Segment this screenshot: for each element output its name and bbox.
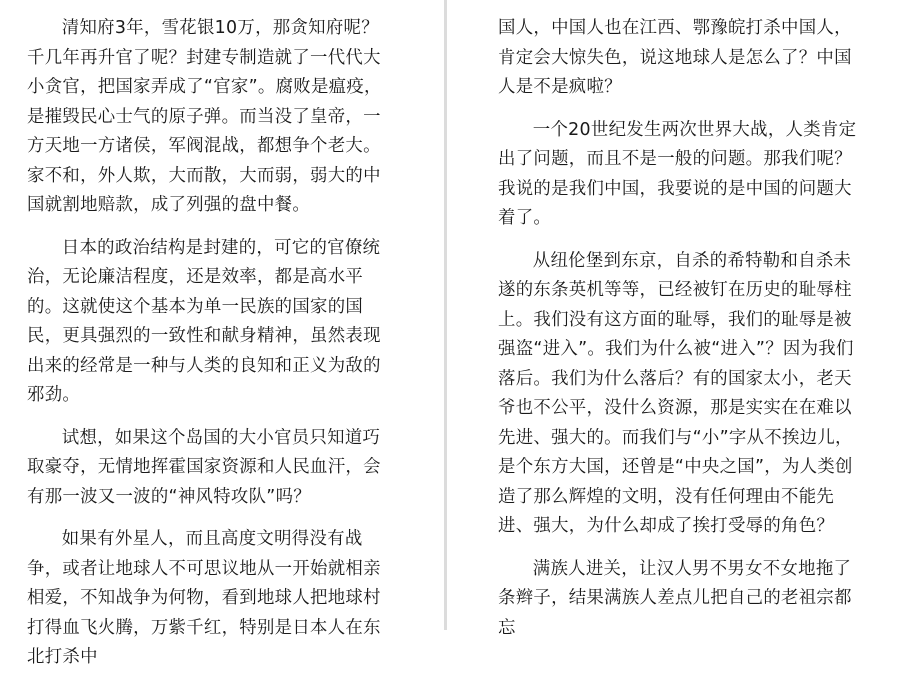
paragraph: 日本的政治结构是封建的，可它的官僚统治，无论廉洁程度，还是效率，都是高水平的。这就使这个基本为单一民族的国家的国民，更具强烈的一致性和献身精神，虽然表现出来的经常是一种与人类的良知和正义为敌的邪劲。 (27, 237, 381, 405)
left-page (0, 0, 444, 667)
paragraph: 一个20世纪发生两次世界大战，人类肯定出了问题，而且不是一般的问题。那我们呢？我说的是我们中国，我要说的是中国的问题大着了。 (498, 119, 857, 228)
paragraph: 满族人进关，让汉人男不男女不女地拖了条辫子，结果满族人差点儿把自己的老祖宗都忘 (498, 558, 852, 638)
paragraph: 从纽伦堡到东京，自杀的希特勒和自杀未遂的东条英机等等，已经被钉在历史的耻辱柱上。我们没有这方面的耻辱，我们的耻辱是被强盗“进入”。我们为什么被“进入”？因为我们落后。我们为什么落后？有的国家太小，老天爷也不公平，没什么资源，那是实实在在难以先进、强大的。而我们与“小”字从不挨边儿，是个东方大国，还曾是“中央之国”，为人类创造了那么辉煌的文明，没有任何理由不能先进、强大，为什么却成了挨打受辱的角色？ (498, 250, 854, 536)
paragraph: 试想，如果这个岛国的大小官员只知道巧取豪夺，无情地挥霍国家资源和人民血汗，会有那一波又一波的“神风特攻队”吗？ (27, 427, 381, 507)
right-page (447, 0, 902, 638)
left-text-column (27, 14, 387, 673)
paragraph: 如果有外星人，而且高度文明得没有战争，或者让地球人不可思议地从一开始就相亲相爱，不知战争为何物，看到地球人把地球村打得血飞火腾，万紫千红，特别是日本人在东北打杀中 (27, 529, 381, 667)
paragraph: 清知府3年，雪花银10万，那贪知府呢？千几年再升官了呢？封建专制造就了一代代大小贪官，把国家弄成了“官家”。腐败是瘟疫，是摧毁民心士气的原子弹。而当没了皇帝，一方天地一方诸侯，军阀混战，都想争个老大。家不和，外人欺，大而散，大而弱，弱大的中国就割地赔款，成了列强的盘中餐。 (27, 18, 382, 215)
right-text-column (498, 14, 858, 643)
paragraph: 国人，中国人也在江西、鄂豫皖打杀中国人，肯定会大惊失色，说这地球人是怎么了？中国人是不是疯啦？ (498, 18, 852, 97)
